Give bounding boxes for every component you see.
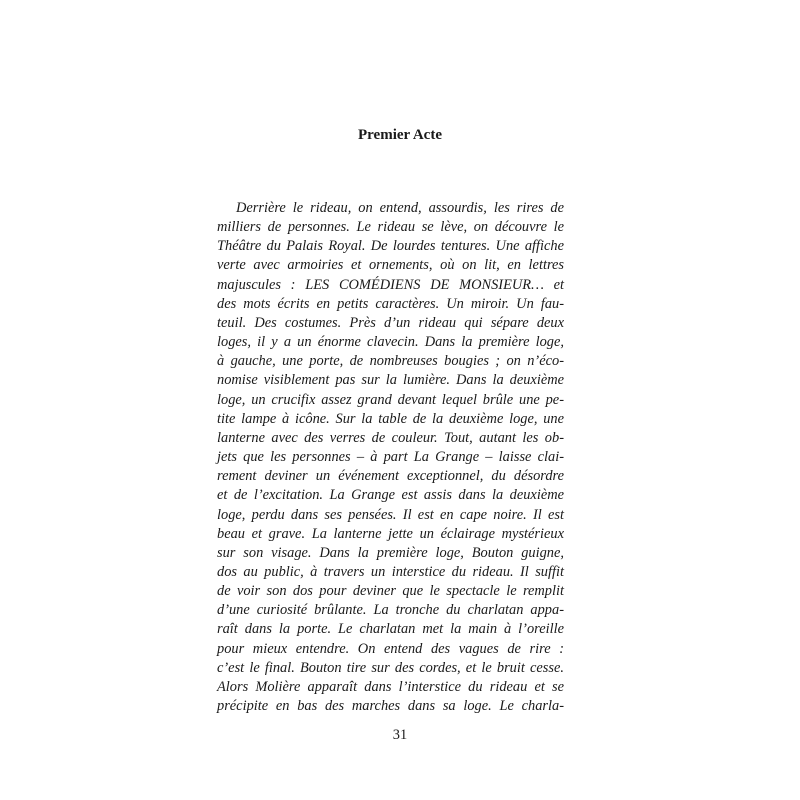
page-title: Premier Acte (358, 127, 442, 143)
stage-direction-paragraph (217, 199, 564, 716)
text-line: tite lampe à icône. Sur la table de la deuxième loge, une (217, 410, 564, 427)
text-line: Derrière le rideau, on entend, assourdis, les rires de (236, 200, 564, 216)
text-line: teuil. Des costumes. Près d’un rideau qui sépare deux (217, 314, 564, 331)
text-line: raît dans la porte. Le charlatan met la main à l’oreille (217, 621, 564, 638)
text-line: et de l’excitation. La Grange est assis dans la deuxième (217, 487, 564, 504)
text-line: loge, un crucifix assez grand devant lequel brûle une pe- (217, 391, 564, 408)
text-line: sur son visage. Dans la première loge, Bouton guigne, (217, 544, 564, 561)
text-line: Théâtre du Palais Royal. De lourdes tentures. Une affiche (217, 238, 564, 255)
text-line: d’une curiosité brûlante. La tronche du charlatan appa- (217, 602, 564, 619)
text-line: à gauche, une porte, de nombreuses bougies ; on n’éco- (217, 353, 564, 370)
text-line: nomise visiblement pas sur la lumière. Dans la deuxième (217, 372, 564, 389)
text-line: de voir son dos pour deviner que le spectacle le remplit (217, 583, 564, 600)
text-line: beau et grave. La lanterne jette un éclairage mystérieux (217, 525, 564, 542)
text-line: rement deviner un événement exceptionnel, du désordre (217, 468, 564, 485)
text-line: pour mieux entendre. On entend des vagues de rire : (217, 640, 564, 657)
text-line: loges, il y a un énorme clavecin. Dans la première loge, (217, 334, 564, 351)
text-line: majuscules : LES COMÉDIENS DE MONSIEUR… et (217, 276, 564, 293)
text-line: loge, perdu dans ses pensées. Il est en cape noire. Il est (217, 506, 564, 523)
text-line: dos au public, à travers un interstice du rideau. Il suffit (217, 563, 564, 580)
text-line: jets que les personnes – à part La Grange – laisse clai- (217, 449, 564, 466)
text-line: précipite en bas des marches dans sa loge. Le charla- (217, 698, 564, 715)
text-line: c’est le final. Bouton tire sur des cordes, et le bruit cesse. (217, 659, 564, 676)
text-line: milliers de personnes. Le rideau se lève, on découvre le (217, 219, 564, 236)
text-line: Alors Molière apparaît dans l’interstice du rideau et se (217, 678, 564, 695)
text-line: des mots écrits en petits caractères. Un miroir. Un fau- (217, 295, 564, 312)
page-number: 31 (392, 727, 408, 743)
text-line: verte avec armoiries et ornements, où on lit, en lettres (217, 257, 564, 274)
text-line: lanterne avec des verres de couleur. Tout, autant les ob- (217, 429, 564, 446)
